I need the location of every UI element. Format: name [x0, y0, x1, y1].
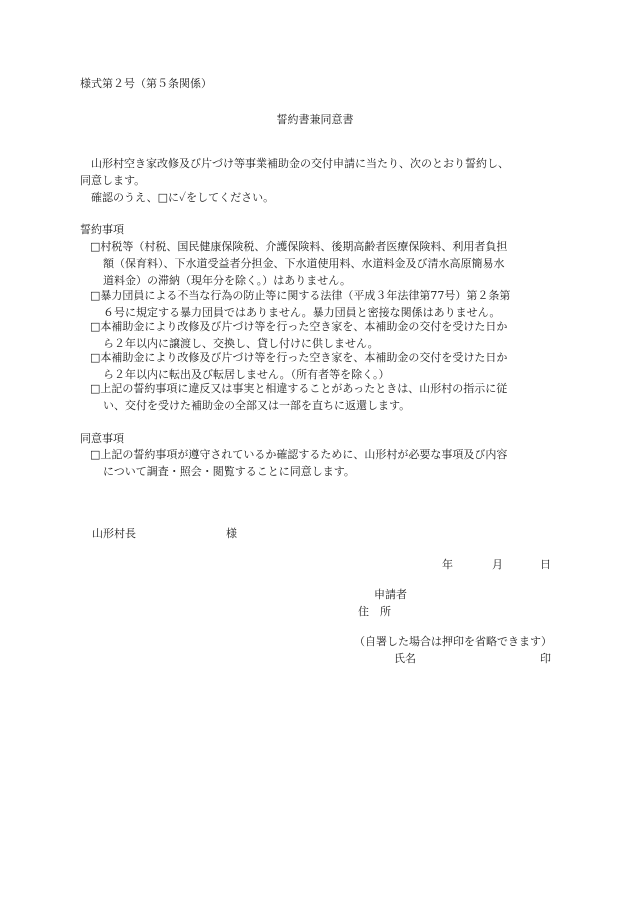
consent-line-1: □上記の誓約事項が遵守されているか確認するために、山形村が必要な事項及び内容 — [90, 448, 508, 461]
consent-item[interactable] — [90, 446, 552, 480]
date-day-label: 日 — [540, 558, 551, 571]
pledge-item-4-line-2: ら２年以内に転出及び転居しません。（所有者等を除く。） — [103, 368, 390, 381]
pledge-item-4-line-1: □本補助金により改修及び片づけ等を行った空き家を、本補助金の交付を受けた日か — [90, 351, 508, 364]
form-number: 様式第２号（第５条関係） — [80, 77, 212, 90]
pledge-item-5-line-1: □上記の誓約事項に違反又は事実と相違することがあったときは、山形村の指示に従 — [90, 382, 508, 395]
pledge-item-5-line-2: い、交付を受けた補助金の全部又は一部を直ちに返還します。 — [103, 399, 411, 412]
consent-line-2: について調査・照会・閲覧することに同意します。 — [103, 465, 355, 478]
pledge-item-1[interactable] — [90, 238, 552, 289]
pledge-item-2[interactable] — [90, 287, 552, 321]
date-year-label: 年 — [442, 558, 453, 571]
address-label: 住 所 — [358, 605, 391, 618]
intro-paragraph — [80, 155, 554, 206]
seal-label: 印 — [540, 652, 551, 665]
pledge-item-1-line-2: 額（保育料）、下水道受益者分担金、下水道使用料、水道料金及び清水高原簡易水 — [103, 257, 505, 270]
date-month-label: 月 — [492, 558, 503, 571]
addressee-honorific: 様 — [226, 527, 237, 540]
name-label: 氏名 — [394, 652, 416, 665]
pledge-item-3-line-2: ら２年以内に譲渡し、交換し、貸し付けに供しません。 — [103, 337, 379, 350]
intro-line-1: 山形村空き家改修及び片づけ等事業補助金の交付申請に当たり、次のとおり誓約し、 — [80, 157, 509, 170]
pledge-item-1-line-3: 道料金）の滞納（現年分を除く。）はありません。 — [103, 274, 351, 287]
addressee-name: 山形村長 — [92, 527, 136, 540]
pledge-item-5[interactable] — [90, 380, 552, 414]
pledge-item-3-line-1: □本補助金により改修及び片づけ等を行った空き家を、本補助金の交付を受けた日か — [90, 320, 508, 333]
intro-line-2: 同意します。 — [80, 174, 146, 187]
pledge-item-2-line-2: ６号に規定する暴力団員ではありません。暴力団員と密接な関係はありません。 — [103, 306, 501, 319]
pledge-item-2-line-1: □暴力団員による不当な行為の防止等に関する法律（平成３年法律第77号）第２条第 — [90, 289, 511, 302]
pledge-heading: 誓約事項 — [80, 223, 124, 236]
applicant-label: 申請者 — [374, 588, 407, 601]
pledge-item-4[interactable] — [90, 349, 552, 383]
document-title: 誓約書兼同意書 — [276, 113, 354, 126]
seal-note: （自署した場合は押印を省略できます） — [354, 635, 552, 648]
pledge-item-1-line-1: □村税等（村税、国民健康保険税、介護保険料、後期高齢者医療保険料、利用者負担 — [90, 240, 508, 253]
pledge-item-3[interactable] — [90, 318, 552, 352]
intro-line-3: 確認のうえ、□に✓をしてください。 — [80, 191, 275, 204]
consent-heading: 同意事項 — [80, 432, 124, 445]
